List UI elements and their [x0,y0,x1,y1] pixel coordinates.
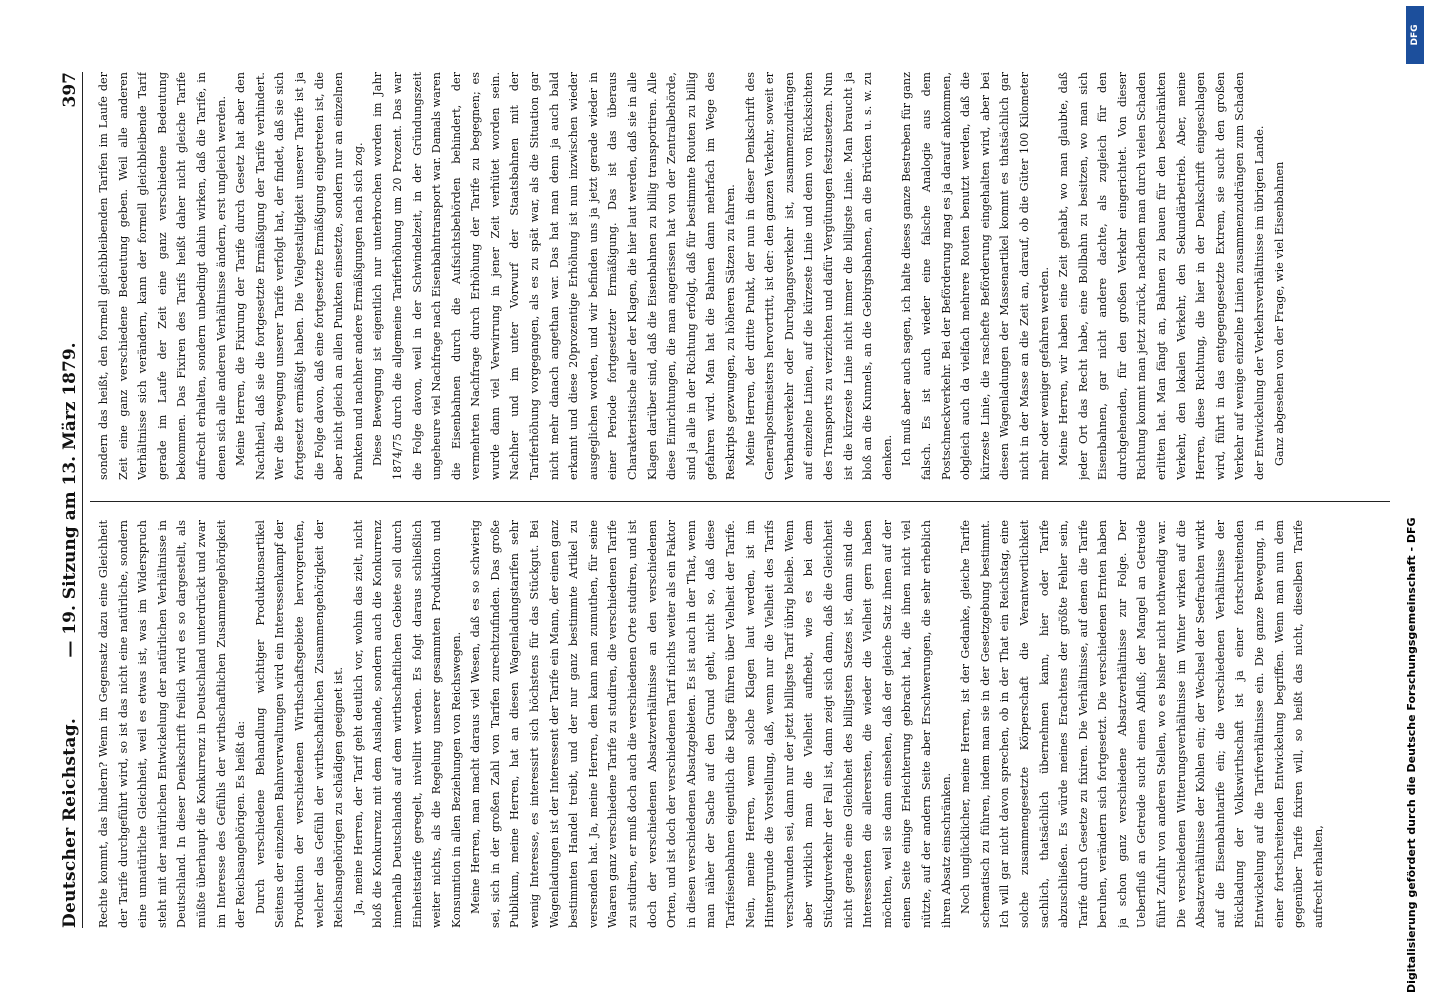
paragraph: Ich muß aber auch sagen, ich halte dieses ganze Bestreben für ganz falsch. Es ist auch wieder eine falsche Analogie aus dem Postschneckverkehr. Bei der Beförderung mag es ja darauf ankommen, obgleich auch da vielfach mehrere Routen benutzt werden, daß die kürzeste Linie, die raschefte Beförderung eingehalten wird, aber bei diesen Wagenladungen der Massenartikel kommt es thatsächlich gar nicht in der Masse an die Zeit an, darauf, ob die Güter 100 Kilometer mehr oder weniger gefahren werden. [900,72,1051,480]
paragraph: Diese Bewegung ist eigentlich nur unterbrochen worden im Jahr 1874/75 durch die allgemeine Tariferhöhung um 20 Prozent. Das war die Folge davon, weil in der Schwindelzeit, in der Gründungszeit ungeheure viel Nachfrage nach Eisenbahntransport war. Damals waren die Eisenbahnen durch die Aufsichtsbehörden behindert, der vermehrten Nachfrage durch Erhöhung der Tarife zu begegnen; es wurde dann viel Verwirrung in jener Zeit verhütet worden sein. Nachher und im unter Vorwurf der Staatsbahnen mit der Tariferhöhung vorgegangen, als es zu spät war, als die Situation gar nicht mehr danach angethan war. Das hat man denn ja auch bald erkannt und diese 20prozentige Erhöhung ist nun inzwischen wieder ausgeglichen worden, und wir befinden uns ja jetzt gerade wieder in einer Periode fortgesetzter Ermäßigung. Das ist das überaus Charakteristische aller der Klagen, die hier laut werden, daß sie in alle Klagen darüber sind, daß die Eisenbahnen zu billig transportiren. Alle diese Einrichtungen, die man angerissen hat von der Zentralbehörde, sind ja alle in der Richtung erfolgt, daß für bestimmte Routen zu billig gefahren wird. Man hat die Bahnen dann mehrfach im Wege des Reskripts gezwungen, zu höheren Sätzen zu fahren. [371,72,737,480]
paragraph: Ja, meine Herren, der Tarif geht deutlich vor, wohin das zielt, nicht bloß die Konkurrenz mit dem Auslande, sondern auch die Konkurrenz innerhalb Deutschlands auf dem wirthschaftlichen Gebiete soll durch Einheitstarife geregelt, nivellirt werden. Es folgt daraus schließlich weiter nichts, als die Regelung unserer gesammten Produktion und Konsumtion in allen Beziehungen von Reichswegen. [351,520,463,928]
left-column [94,520,1384,928]
paragraph: sondern das heißt, den formell gleichbleibenden Tarifen im Laufe der Zeit eine ganz verschiedene Bedeutung geben. Weil alle anderen Verhältnisse sich verändern, kann der formell gleichbleibende Tarif gerade im Laufe der Zeit eine ganz verschiedene Bedeutung bekommen. Das Fixiren des Tarifs heißt daher nicht gleiche Tarife aufrecht erhalten, sondern unbedingt dahin wirken, daß die Tarife, in denen sich alle anderen Verhältnisse ändern, erst ungleich werden. [97,72,228,480]
paragraph: Durch verschiedene Behandlung wichtiger Produktionsartikel Seitens der einzelnen Bahnverwaltungen wird ein Interessenkampf der Produktion der verschiedenen Wirthschaftsgebiete hervorgerufen, welcher das Gefühl der wirthschaftlichen Zusammengehörigkeit der Reichsangehörigen zu schädigen geeignet ist. [253,520,346,928]
right-column [94,72,1384,480]
header-session: — 19. Sitzung am 13. März 1879. [60,342,80,658]
paragraph: Noch unglücklicher, meine Herren, ist der Gedanke, gleiche Tarife schematisch zu führen, indem man sie in der Gesetzgebung bestimmt. Ich will gar nicht davon sprechen, ob in der That ein Reichstag, eine solche zusammengesetzte Körperschaft die Verantwortlichkeit sachlich, thatsächlich übernehmen kann, hier oder Tarife abzuschließen. Es würde meines Erachtens der größte Fehler sein, Tarife durch Gesetze zu fixiren. Die Verhältnisse, auf denen die Tarife beruhen, verändern sich fortgesetzt. Die verschiedenen Ernten haben ja schon ganz verschiedene Absatzverhältnisse zur Folge. Der Ueberfluß an Getreide sucht einen Abfluß; der Mangel an Getreide führt Zufuhr von anderen Stellen, wo es bisher nicht nothwendig war. Die verschiedenen Witterungsverhältnisse im Winter wirken auf die Absatzverhältnisse der Kohlen ein; der Wechsel der Seefrachten wirkt auf die Eisenbahntarife ein; die verschiedenen Verhältnisse der Rückladung der Volkswirthschaft ist ja einer fortschreitenden Entwickelung auf die Tarifverhältnisse ein. Die ganze Bewegung, in einer fortschreitenden Entwickelung begriffen. Wenn man nun dem gegenüber Tarife fixiren will, so heißt das nicht, dieselben Tarife aufrecht erhalten, [959,520,1325,928]
paragraph: Meine Herren, wir haben eine Zeit gehabt, wo man glaubte, daß jeder Ort das Recht habe, eine Bollbahn zu besitzen, wo man sich Eisenbahnen, gar nicht andere dachte, als zugleich für den durchgehenden, für den großen Verkehr eingerichtet. Von dieser Richtung kommt man jetzt zurück, nachdem man durch vielen Schaden erlitten hat. Man fängt an, Bahnen zu bauen für den beschränkten Verkehr, den lokalen Verkehr, den Sekundärbetrieb. Aber, meine Herren, diese Richtung, die hier in der Denkschrift eingeschlagen wird, führt in das entgegengesetzte Extrem, sie sucht den großen Verkehr auf wenige einzelne Linien zusammenzudrängen zum Schaden der Entwickelung der Verkehrsverhältnisse im übrigen Lande. [1057,72,1267,480]
paragraph: Meine Herren, der dritte Punkt, der nun in dieser Denkschrift des Generalpostmeisters hervortritt, ist der: den ganzen Verkehr, soweit er Verbandsverkehr oder Durchgangsverkehr ist, zusammenzudrängen auf einzelne Linien, auf die kürzeste Linie und denn von Rücksichten des Transports zu verzichten und dafür Vergütungen festzusetzen. Nun ist die kürzeste Linie nicht immer die billigste Linie. Man braucht ja bloß an die Kunnels, an die Gebirgsbahnen, an die Brücken u. s. w. zu denken. [743,72,894,480]
paragraph: Meine Herren, man macht daraus viel Wesen, daß es so schwierig sei, sich in der großen Zahl von Tarifen zurechtzufinden. Das große Publikum, meine Herren, hat an diesen Wagenladungstarifen sehr wenig Interesse, es interessirt sich höchstens für das Stückgut. Bei Wagenladungen ist der Interessent der Tarife ein Mann, der einen ganz bestimmten Handel treibt, und der nur ganz bestimmte Artikel zu versenden hat. Ja, meine Herren, dem kann man zumuthen, für seine Waaren ganz verschiedene Tarife zu studiren, die verschiedenen Tarife zu studiren, er muß doch auch die verschiedenen Orte studiren, und ist doch der verschiedenen Absatzverhältnisse an den verschiedenen Orten, und ist doch der verschiedenen Tarif nichts weiter als ein Faktor in diesen verschiedenen Absatzgebieten. Es ist auch in der That, wenn man näher der Sache auf den Grund geht, nicht so, daß diese Tarifeisenbahnen eigentlich die Klage führen über Vielheit der Tarife. Nein, meine Herren, wenn solche Klagen laut werden, ist im Hintergrunde die Vorstellung, daß, wenn nur die Vielheit des Tarifs verschwunden sei, dann nur der jetzt billigste Tarif übrig bleibe. Wenn aber wirklich man die Vielheit aufhebt, wie es bei dem Stückgutverkehr der Fall ist, dann zeigt sich dann, daß die Gleichheit nicht gerade eine Gleichheit des billigsten Satzes ist, dann sind die Interessenten die allerersten, die wieder die Vielheit gern haben möchten, weil sie dann einsehen, daß der gleiche Satz ihnen auf der einen Seite einige Erleichterung gebracht hat, die ihnen nicht viel nützte, auf der andern Seite aber Erschwerungen, die sehr erheblich ihren Absatz einschränken. [469,520,953,928]
column-divider [90,501,1390,502]
header-title: Deutscher Reichstag. [60,717,80,928]
dfg-logo [1406,6,1424,64]
page-number: 397 [60,72,80,108]
paragraph: Meine Herren, die Fixirung der Tarife durch Gesetz hat aber den Nachtheil, daß sie die fortgesetzte Ermäßigung der Tarife verhindert. Wer die Bewegung unserer Tarife verfolgt hat, der findet, daß sie sich fortgesetzt ermäßigt haben. Die Vielgestaltigkeit unserer Tarife ist ja die Folge davon, daß eine fortgesetzte Ermäßigung eingetreten ist, die aber nicht gleich an allen Punkten einsetzte, sondern nur an einzelnen Punkten und nachher andere Ermäßigungen nach sich zog. [234,72,365,480]
paragraph: Ganz abgesehen von der Frage, wie viel Eisenbahnen [1272,161,1286,466]
paragraph: Rechte kommt, das hindern? Wenn im Gegensatz dazu eine Gleichheit der Tarife durchgeführt wird, so ist das nicht eine natürliche, sondern eine unnatürliche Gleichheit, weil es etwas ist, was im Widerspruch steht mit der natürlichen Entwickelung der natürlichen Verhältnisse in Deutschland. In dieser Denkschrift freilich wird es so dargestellt, als müßte überhaupt die Konkurrenz in Deutschland unterdrückt und zwar im Interesse des Gefühls der wirthschaftlichen Zusammengehörigkeit der Reichsangehörigen. Es heißt da: [97,520,248,928]
dfg-logo-text: DFG [1410,24,1420,46]
digitization-credit [1402,8,1428,993]
page-header [56,72,83,928]
credit-text: Digitalisierung gefördert durch die Deutsche Forschungsgemeinschaft - DFG [1405,517,1418,993]
